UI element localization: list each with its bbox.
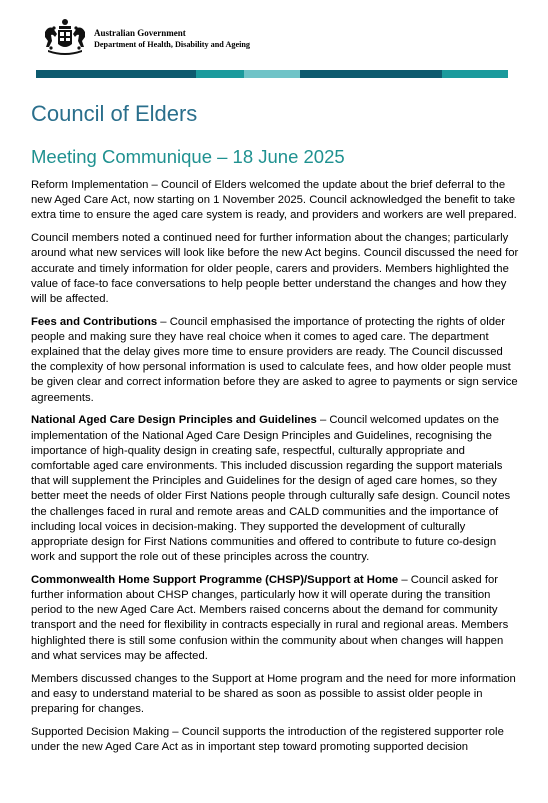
stripe-segment bbox=[36, 70, 196, 78]
paragraph-text: Supported Decision Making – Council supports the introduction of the registered supporter role under the new Aged Care Act as in important step toward promoting supported decision bbox=[31, 725, 504, 753]
paragraph-text: Council members noted a continued need for further information about the changes; particularly around what new services will look like before the new Act begins. Council discussed the need for accurate and timely information for older people, carers and providers. Members highlighted the value of face-to face conversations to help people better understand the changes and how they will be affected. bbox=[31, 232, 519, 305]
paragraph-fees-contributions bbox=[31, 315, 519, 406]
paragraph-text: – Council asked for further information about CHSP changes, particularly how it will operate during the transition period to the new Aged Care Act. Members raised concerns about the demand for community transport and the need for flexibility in contracts especially in rural and regional areas. Members highlighted there is still some confusion within the community about when changes will happen and what services may be affected. bbox=[31, 573, 509, 662]
paragraph-design-principles bbox=[31, 413, 519, 565]
stripe-segment bbox=[244, 70, 301, 78]
stripe-segment bbox=[442, 70, 508, 78]
stripe-segment bbox=[300, 70, 442, 78]
stripe-segment bbox=[196, 70, 243, 78]
coat-of-arms-icon bbox=[42, 18, 88, 56]
page-title: Council of Elders bbox=[31, 101, 198, 126]
paragraph-heading: National Aged Care Design Principles and Guidelines bbox=[31, 414, 317, 427]
paragraph-support-at-home-changes bbox=[31, 672, 519, 718]
header-stripe bbox=[36, 70, 508, 78]
paragraph-text: – Council emphasised the importance of protecting the rights of older people and making sure they have real choice when it comes to aged care. The department explained that the delay gives more time to ensure providers are ready. The Council discussed the complexity of how personal information is used to calculate fees, and how older people must be given clear and correct information before they are asked to agree to payments or sign service agreements. bbox=[31, 315, 518, 404]
communique-body bbox=[31, 178, 519, 763]
paragraph-information-needs bbox=[31, 231, 519, 307]
department-name: Department of Health, Disability and Ageing bbox=[94, 40, 251, 49]
paragraph-supported-decision-making bbox=[31, 725, 519, 755]
page-subtitle: Meeting Communique – 18 June 2025 bbox=[31, 146, 345, 167]
paragraph-heading: Fees and Contributions bbox=[31, 315, 158, 328]
government-wordmark bbox=[94, 28, 250, 50]
paragraph-text: – Council welcomed updates on the implementation of the National Aged Care Design Principles and Guidelines, recognising the importance of high-quality design in creating safe, respectful, culturally appropriate and comfortable aged care environments. This included discussion regarding the support materials that will supplement the Principles and Guidelines for the design of aged care homes, so they better meet the needs of older First Nations people through culturally safe design. Council notes the challenges faced in rural and remote areas and CALD communities and the importance of including local voices in decision-making. They supported the development of culturally appropriate design for First Nations communities and offered to contribute to future co-design work and support the role out of these principles across the country. bbox=[31, 414, 511, 564]
paragraph-chsp-support-at-home bbox=[31, 573, 519, 664]
paragraph-heading: Commonwealth Home Support Programme (CHSP)/Support at Home bbox=[31, 573, 399, 586]
government-name: Australian Government bbox=[94, 28, 186, 38]
paragraph-text: Members discussed changes to the Support at Home program and the need for more information and easy to understand material to be shared as soon as possible to assist older people in preparing for changes. bbox=[31, 672, 516, 715]
header bbox=[42, 18, 502, 58]
paragraph-text: Reform Implementation – Council of Elders welcomed the update about the brief deferral to the new Aged Care Act, now starting on 1 November 2025. Council acknowledged the benefit to take extra time to ensure the aged care system is ready, and providers and workers are well prepared. bbox=[31, 179, 517, 222]
paragraph-reform-implementation bbox=[31, 178, 519, 224]
